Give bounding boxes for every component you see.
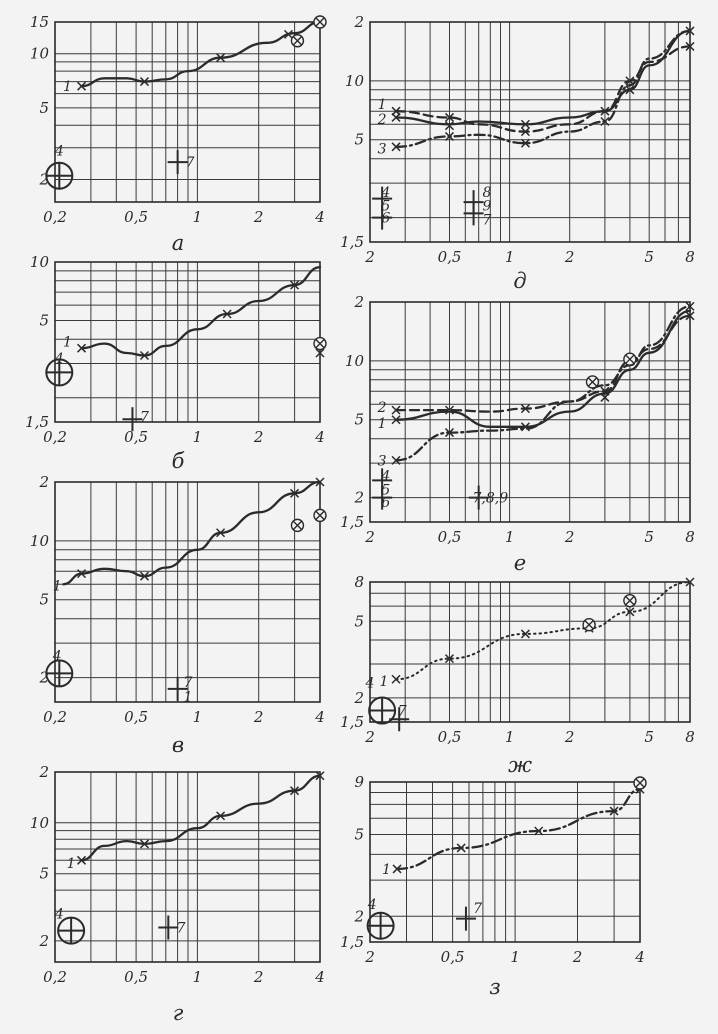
otimes-marker [291,35,303,47]
curve-label: 7 [140,409,149,426]
y-tick-label: 5 [39,311,49,330]
x-tick-label: 5 [644,728,654,746]
x-tick-label: 0,5 [440,948,465,966]
curve-label: 8 [482,185,492,202]
otimes-marker [314,338,326,350]
x-tick-label: 0,2 [43,428,67,446]
curve-label: 7 [176,920,186,937]
panel-letter: д [513,269,527,293]
curve-label: 6 [381,210,391,227]
curve-label: 1 [66,855,76,872]
x-tick-label: 1 [192,208,203,226]
x-tick-label: 2 [253,208,264,226]
y-tick-label: 2 [39,668,49,687]
y-tick-label: 10 [344,71,364,90]
x-tick-label: 0,2 [43,208,67,226]
panel-letter: е [513,551,527,575]
y-tick-label: 5 [354,825,364,844]
y-tick-label: 2 [39,763,49,781]
curve-label: 2 [377,111,387,128]
x-tick-label: 0,5 [437,528,462,546]
curve-label: 4 [54,906,64,923]
otimes-marker [587,376,599,388]
x-tick-label: 4 [315,708,325,726]
x-tick-label: 5 [644,248,654,266]
y-tick-label: 1,5 [340,933,364,951]
y-tick-label: 2 [354,907,364,926]
otimes-marker [314,16,326,28]
panel-letter: г [172,1001,184,1025]
curve-label: 7 [185,155,195,172]
y-tick-label: 2 [39,931,49,950]
x-tick-label: 1 [192,428,203,446]
y-tick-label: 10 [29,531,49,550]
x-tick-label: 4 [315,208,325,226]
otimes-marker [624,353,636,365]
y-tick-label: 2 [39,473,49,491]
curve-label: 4 [54,351,64,368]
y-tick-label: 5 [354,612,364,631]
curve-label: 1 [62,334,72,351]
curve-label: 1 [381,861,391,878]
curve-label: 3 [377,141,387,158]
y-tick-label: 5 [39,590,49,609]
x-tick-label: 2 [564,248,575,266]
x-tick-label: 0,5 [124,968,149,986]
circle-plus-symbol [46,163,72,189]
x-tick-label: 0,5 [437,248,462,266]
curve-label: 1 [377,416,387,433]
curve-label: 4 [52,648,62,665]
otimes-marker [583,619,595,631]
y-tick-label: 2 [354,688,364,707]
y-tick-label: 1,5 [340,713,364,731]
y-tick-label: 2 [354,293,364,311]
x-tick-label: 8 [685,728,695,746]
x-tick-label: 2 [365,248,375,266]
x-tick-label: 0,2 [43,708,67,726]
x-tick-label: 2 [253,968,264,986]
panel-letter: в [171,733,185,757]
curve-label: 7 [397,703,407,720]
y-tick-label: 8 [354,573,364,591]
x-tick-label: 4 [315,968,325,986]
curve-label: 3 [377,453,387,470]
curve-label: 5 [381,482,391,499]
x-tick-label: 8 [685,248,695,266]
x-tick-label: 0,5 [124,208,149,226]
curve-label: 6 [381,494,391,511]
y-tick-label: 1,5 [340,233,364,251]
curve-label: 7 [482,212,492,229]
curve-label: 4 [54,143,64,160]
curve-label: 4 [381,468,391,485]
x-tick-label: 0,5 [124,428,149,446]
circle-plus-symbol [368,913,394,939]
otimes-marker [314,509,326,521]
x-tick-label: 1 [192,968,203,986]
circle-plus-symbol [46,660,72,686]
x-tick-label: 2 [564,728,575,746]
x-tick-label: 2 [564,528,575,546]
x-tick-label: 4 [315,428,325,446]
x-tick-label: 2 [365,948,375,966]
x-tick-label: 4 [635,948,645,966]
curve-label: 1 [183,689,193,706]
y-tick-label: 5 [354,130,364,149]
x-tick-label: 1 [510,948,520,966]
x-tick-label: 2 [365,528,375,546]
y-tick-label: 2 [354,488,364,507]
x-tick-label: 2 [572,948,583,966]
curve-label: 4 [365,675,375,692]
x-tick-label: 2 [365,728,375,746]
curve-label: 4 [367,896,377,913]
curve-label: 9 [482,198,492,215]
x-tick-label: 2 [253,708,264,726]
y-tick-label: 2 [354,13,364,31]
x-tick-label: 0,5 [437,728,462,746]
y-tick-label: 10 [29,253,49,271]
curve-label: 5 [381,198,391,215]
x-tick-label: 1 [192,708,203,726]
x-tick-label: 0,5 [124,708,149,726]
y-tick-label: 10 [29,44,49,63]
x-tick-label: 8 [685,528,695,546]
y-tick-label: 2 [39,170,49,189]
x-tick-label: 5 [644,528,654,546]
x-tick-label: 1 [504,248,515,266]
panel-letter: ж [508,753,532,777]
otimes-marker [291,519,303,531]
y-tick-label: 1,5 [25,413,49,431]
curve-label: 4 [381,185,391,202]
panel-letter: б [171,449,185,473]
y-tick-label: 5 [39,98,49,117]
y-tick-label: 5 [354,410,364,429]
curve-label: 1 [377,97,387,114]
x-tick-label: 0,2 [43,968,67,986]
y-tick-label: 10 [344,351,364,370]
curve-label: 7 [183,674,193,691]
curve-label: 7 [473,900,483,917]
panel-letter: з [489,975,501,999]
y-tick-label: 15 [29,13,49,31]
x-tick-label: 2 [253,428,264,446]
curve-label: 1 [62,79,72,96]
panel-letter: а [171,231,185,255]
curve-label: 1 [52,578,62,595]
curve-label: 2 [377,400,387,417]
curve-label: 7,8,9 [472,490,509,507]
x-tick-label: 1 [504,528,515,546]
x-tick-label: 1 [504,728,515,746]
otimes-marker [624,595,636,607]
y-tick-label: 9 [354,773,364,791]
curve-label: 1 [379,674,389,690]
y-tick-label: 5 [39,864,49,883]
otimes-marker [634,777,646,789]
y-tick-label: 10 [29,813,49,832]
y-tick-label: 1,5 [340,513,364,531]
